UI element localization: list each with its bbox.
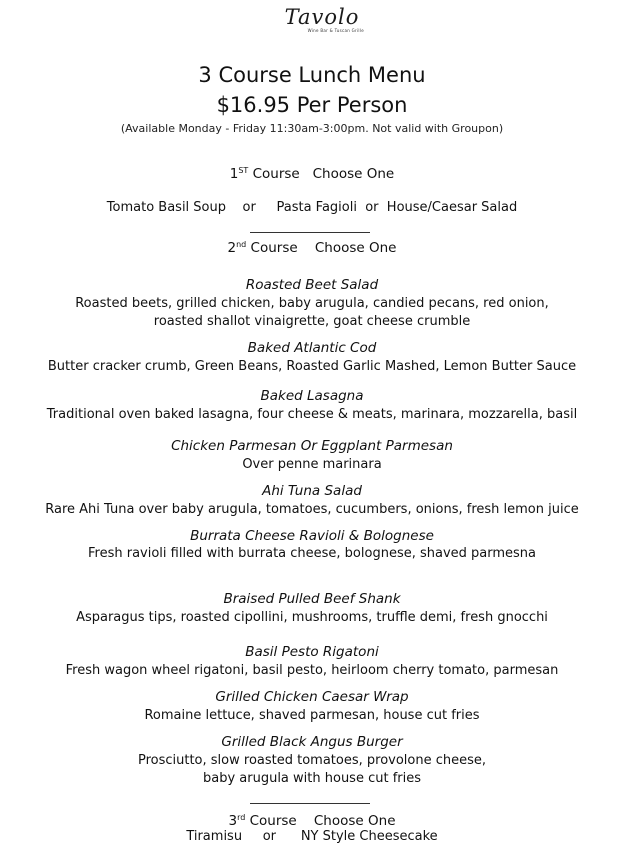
dish-description: Romaine lettuce, shaved parmesan, house cut fries [144, 708, 480, 723]
course-1-choices: Tomato Basil Soup or Pasta Fagioli or House/Caesar Salad [106, 200, 518, 215]
availability-note: (Available Monday - Friday 11:30am-3:00pm. Not valid with Groupon) [120, 122, 504, 135]
logo [272, 6, 372, 42]
dish-description: Roasted beets, grilled chicken, baby arugula, candied pecans, red onion, [75, 296, 549, 311]
dish-description: Prosciutto, slow roasted tomatoes, provolone cheese, [137, 753, 487, 768]
logo-name: Tavolo [284, 5, 360, 29]
dish-name: Grilled Black Angus Burger [221, 734, 403, 750]
course-2-suffix: nd [236, 240, 247, 249]
menu-title: 3 Course Lunch Menu [198, 63, 426, 87]
course-1-heading [0, 162, 624, 183]
course-2-heading [0, 236, 624, 257]
dish-name: Ahi Tuna Salad [262, 483, 362, 499]
dish-name: Basil Pesto Rigatoni [245, 644, 379, 660]
menu-price: $16.95 Per Person [216, 93, 408, 117]
dish-name: Roasted Beet Salad [245, 277, 379, 293]
course-2-number: 2 [227, 240, 237, 256]
logo-tagline: Wine Bar & Tuscan Grille [307, 28, 364, 33]
dish-name: Burrata Cheese Ravioli & Bolognese [190, 528, 434, 544]
dish-description: Butter cracker crumb, Green Beans, Roasted Garlic Mashed, Lemon Butter Sauce [47, 359, 577, 374]
dish-name: Braised Pulled Beef Shank [223, 591, 401, 607]
course-1-number: 1 [229, 166, 239, 182]
course-1-label: Course Choose One [248, 166, 395, 182]
course-3-label: Course Choose One [245, 813, 396, 829]
dish-description: Over penne marinara [242, 457, 382, 472]
dish-description: roasted shallot vinaigrette, goat cheese crumble [153, 314, 471, 329]
dish-description: Fresh wagon wheel rigatoni, basil pesto, heirloom cherry tomato, parmesan [65, 663, 559, 678]
course-3-number: 3 [228, 813, 238, 829]
dish-description: Fresh ravioli filled with burrata cheese, bolognese, shaved parmesna [87, 546, 537, 561]
dish-name: Baked Lasagna [260, 388, 364, 404]
course-3-suffix: rd [237, 813, 246, 822]
course-1-suffix: ST [238, 166, 249, 175]
dish-description: Rare Ahi Tuna over baby arugula, tomatoes, cucumbers, onions, fresh lemon juice [45, 502, 579, 517]
dish-name: Grilled Chicken Caesar Wrap [215, 689, 409, 705]
course-3-choices: Tiramisu or NY Style Cheesecake [186, 829, 438, 844]
divider-2 [250, 803, 370, 804]
dish-description: Asparagus tips, roasted cipollini, mushrooms, truffle demi, fresh gnocchi [76, 610, 548, 625]
course-3-heading [0, 809, 624, 830]
dish-description: Traditional oven baked lasagna, four cheese & meats, marinara, mozzarella, basil [46, 407, 578, 422]
dish-description: baby arugula with house cut fries [202, 771, 422, 786]
divider-1 [250, 232, 370, 233]
course-2-label: Course Choose One [246, 240, 397, 256]
dish-name: Chicken Parmesan Or Eggplant Parmesan [171, 438, 453, 454]
dish-name: Baked Atlantic Cod [247, 340, 377, 356]
